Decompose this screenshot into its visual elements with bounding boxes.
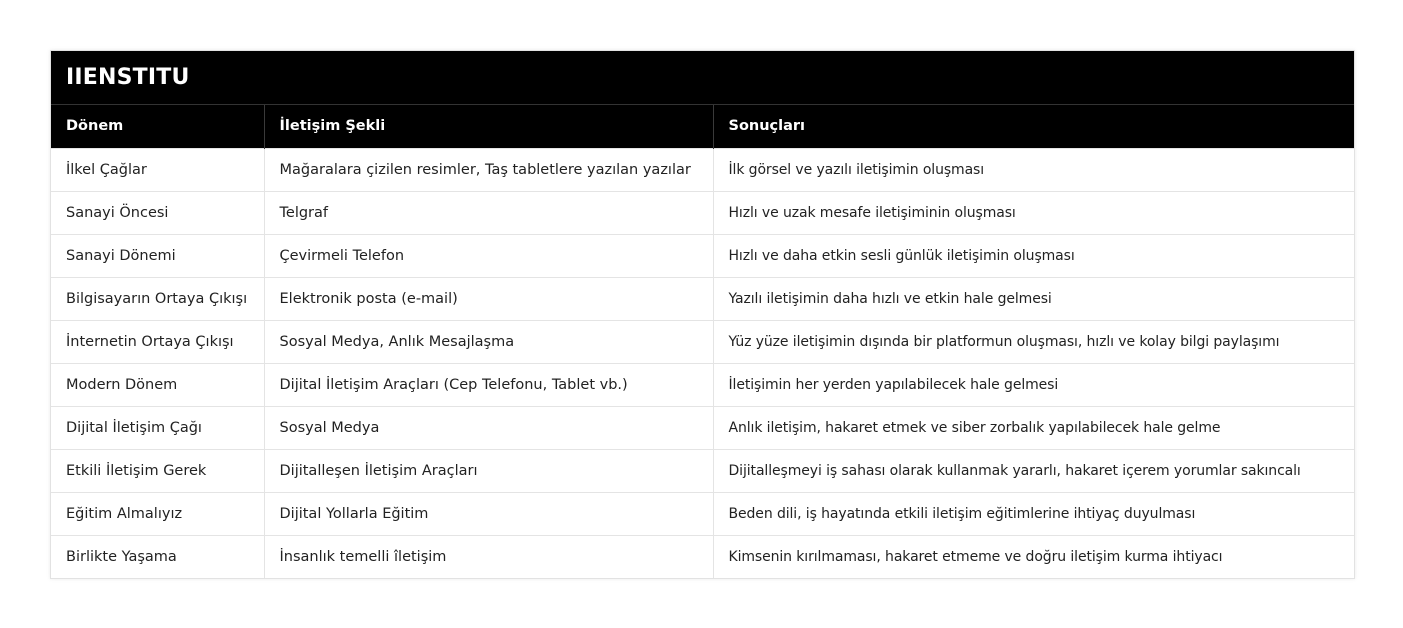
cell-iletisim-sekli: Dijitalleşen İletişim Araçları (264, 449, 713, 492)
table-row (51, 234, 1354, 277)
table-row (51, 191, 1354, 234)
cell-iletisim-sekli: Sosyal Medya, Anlık Mesajlaşma (264, 320, 713, 363)
cell-donem: Sanayi Dönemi (51, 234, 264, 277)
table-header (51, 105, 1354, 148)
table-row (51, 363, 1354, 406)
column-header-sonuclari: Sonuçları (713, 105, 1354, 148)
table-row (51, 492, 1354, 535)
header-row (51, 105, 1354, 148)
table-row (51, 277, 1354, 320)
table-row (51, 535, 1354, 578)
cell-iletisim-sekli: Dijital Yollarla Eğitim (264, 492, 713, 535)
cell-donem: Modern Dönem (51, 363, 264, 406)
cell-sonuclari: Hızlı ve daha etkin sesli günlük iletişimin oluşması (713, 234, 1354, 277)
cell-sonuclari: İletişimin her yerden yapılabilecek hale gelmesi (713, 363, 1354, 406)
cell-sonuclari: Hızlı ve uzak mesafe iletişiminin oluşması (713, 191, 1354, 234)
column-header-donem: Dönem (51, 105, 264, 148)
table-row (51, 148, 1354, 191)
cell-iletisim-sekli: Elektronik posta (e-mail) (264, 277, 713, 320)
cell-donem: İnternetin Ortaya Çıkışı (51, 320, 264, 363)
cell-iletisim-sekli: Mağaralara çizilen resimler, Taş tabletlere yazılan yazılar (264, 148, 713, 191)
data-table (51, 105, 1354, 578)
cell-donem: Birlikte Yaşama (51, 535, 264, 578)
cell-sonuclari: İlk görsel ve yazılı iletişimin oluşması (713, 148, 1354, 191)
cell-iletisim-sekli: Sosyal Medya (264, 406, 713, 449)
table-row (51, 406, 1354, 449)
cell-donem: Sanayi Öncesi (51, 191, 264, 234)
cell-sonuclari: Beden dili, iş hayatında etkili iletişim eğitimlerine ihtiyaç duyulması (713, 492, 1354, 535)
cell-donem: Dijital İletişim Çağı (51, 406, 264, 449)
cell-donem: Eğitim Almalıyız (51, 492, 264, 535)
table-brand-title: IIENSTITU (51, 51, 1354, 105)
cell-donem: Bilgisayarın Ortaya Çıkışı (51, 277, 264, 320)
cell-iletisim-sekli: Çevirmeli Telefon (264, 234, 713, 277)
cell-sonuclari: Yüz yüze iletişimin dışında bir platformun oluşması, hızlı ve kolay bilgi paylaşımı (713, 320, 1354, 363)
cell-iletisim-sekli: Dijital İletişim Araçları (Cep Telefonu, Tablet vb.) (264, 363, 713, 406)
table-row (51, 449, 1354, 492)
table-body (51, 148, 1354, 578)
data-table-container (50, 50, 1355, 579)
cell-iletisim-sekli: Telgraf (264, 191, 713, 234)
cell-iletisim-sekli: İnsanlık temelli îletişim (264, 535, 713, 578)
cell-donem: Etkili İletişim Gerek (51, 449, 264, 492)
cell-sonuclari: Yazılı iletişimin daha hızlı ve etkin hale gelmesi (713, 277, 1354, 320)
cell-sonuclari: Kimsenin kırılmaması, hakaret etmeme ve doğru iletişim kurma ihtiyacı (713, 535, 1354, 578)
cell-donem: İlkel Çağlar (51, 148, 264, 191)
column-header-iletisim-sekli: İletişim Şekli (264, 105, 713, 148)
table-row (51, 320, 1354, 363)
cell-sonuclari: Anlık iletişim, hakaret etmek ve siber zorbalık yapılabilecek hale gelme (713, 406, 1354, 449)
cell-sonuclari: Dijitalleşmeyi iş sahası olarak kullanmak yararlı, hakaret içerem yorumlar sakıncalı (713, 449, 1354, 492)
